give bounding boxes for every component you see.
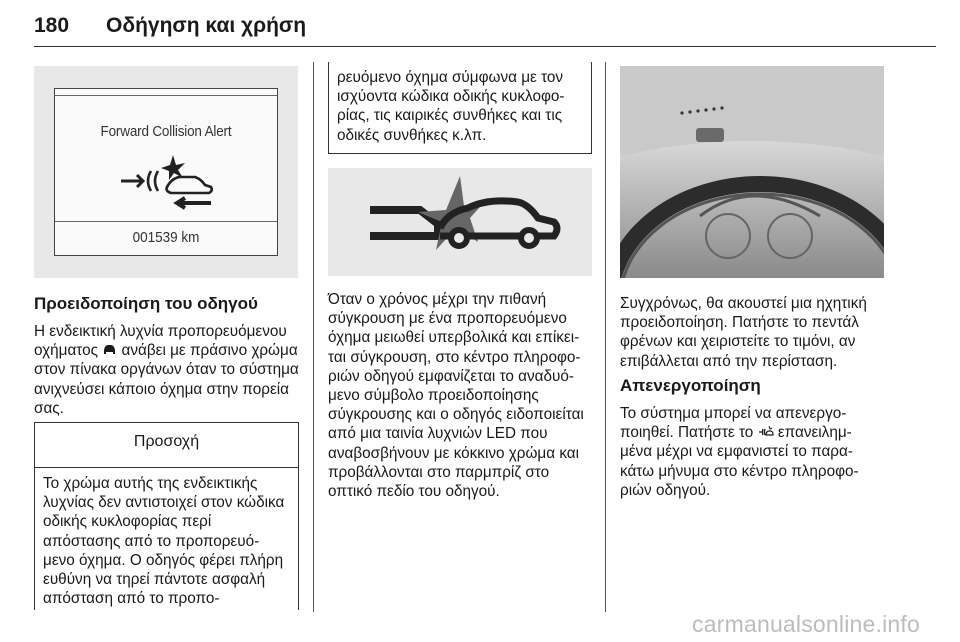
column-divider	[605, 62, 606, 612]
display-bottom-line	[55, 221, 277, 222]
caution-box	[34, 422, 299, 610]
collision-warning-paragraph: Όταν ο χρόνος μέχρι την πιθανή σύγκρουση με ένα προπορευόμενο όχημα μειωθεί υπερβολικά και επίκει- ται σύγκρουση, στο κέντρο πληροφο- ριών οδηγού εμφανίζεται το αναδυό- μενο σύμβολο προειδοποίησης σύγκρουσης και ο οδηγός ειδοποιείται από μια ταινία λυχνιών LED που αναβοσβήνουν με κόκκινο χρώμα και προβάλλονται στο παρμπρίζ στο οπτικό πεδίο του οδηγού.	[328, 291, 584, 501]
page-title: Οδήγηση και χρήση	[106, 14, 307, 37]
windshield-led-figure	[620, 66, 884, 278]
collision-symbol-figure	[328, 168, 592, 276]
vehicle-ahead-icon	[102, 343, 117, 357]
display-title: Forward Collision Alert	[100, 123, 232, 140]
deactivation-paragraph	[620, 404, 886, 500]
display-top-line	[55, 95, 277, 96]
section-heading-driver-warning: Προειδοποίηση του οδηγού	[34, 294, 258, 313]
section-heading-deactivation: Απενεργοποίηση	[620, 376, 761, 395]
column-divider	[313, 62, 314, 612]
caution-text: Το χρώμα αυτής της ενδεικτικής λυχνίας δεν αντιστοιχεί στον κώδικα οδικής κυκλοφορίας περί απόστασης από το προπορευό- μενο όχημα. Ο οδηγός φέρει πλήρη ευθύνη να τηρεί πάντοτε ασφαλή απόσταση από το προπο-	[43, 475, 285, 608]
paragraph-text: ανάβει με πράσινο χρώμα στον πίνακα οργάνων όταν το σύστημα ανιχνεύσει κάποιο όχημα στην πορεία σας.	[34, 342, 299, 417]
caution-continuation-text: ρευόμενο όχημα σύμφωνα με τον ισχύοντα κώδικα οδικής κυκλοφο- ρίας, τις καιρικές συνθήκες και τις οδικές συνθήκες κ.λπ.	[337, 69, 565, 144]
driver-warning-paragraph	[34, 322, 300, 418]
caution-box-continued	[328, 62, 592, 154]
dashboard-steering-wheel-illustration	[620, 66, 884, 278]
acoustic-warning-paragraph: Συγχρόνως, θα ακουστεί μια ηχητική προειδοποίηση. Πατήστε το πεντάλ φρένων και χειριστείτε το τιμόνι, αν επιβάλλεται από την περίσταση.	[620, 295, 867, 370]
header-rule	[34, 46, 936, 47]
collision-alert-button-icon	[758, 425, 774, 439]
collision-alert-icon	[113, 153, 223, 213]
paragraph-text: Το σύστημα μπορεί να απενεργο- ποιηθεί. Πατήστε το	[620, 405, 847, 442]
collision-symbol-icon	[328, 168, 592, 276]
page-header	[34, 14, 936, 48]
caution-title: Προσοχή	[133, 433, 200, 450]
paragraph-text: Η ενδεικτική λυχνία προπορευόμενου οχήματος	[34, 323, 287, 360]
page-number: 180	[34, 14, 70, 37]
instrument-display-figure	[34, 66, 298, 278]
odometer-readout: 001539 km	[132, 229, 200, 246]
paragraph-text: επανειλημ- μένα μέχρι να εμφανιστεί το παρα- κάτω μήνυμα στο κέντρο πληροφο- ριών οδηγού.	[620, 424, 859, 499]
display-screen	[54, 88, 278, 256]
watermark: carmanualsonline.info	[692, 611, 920, 637]
